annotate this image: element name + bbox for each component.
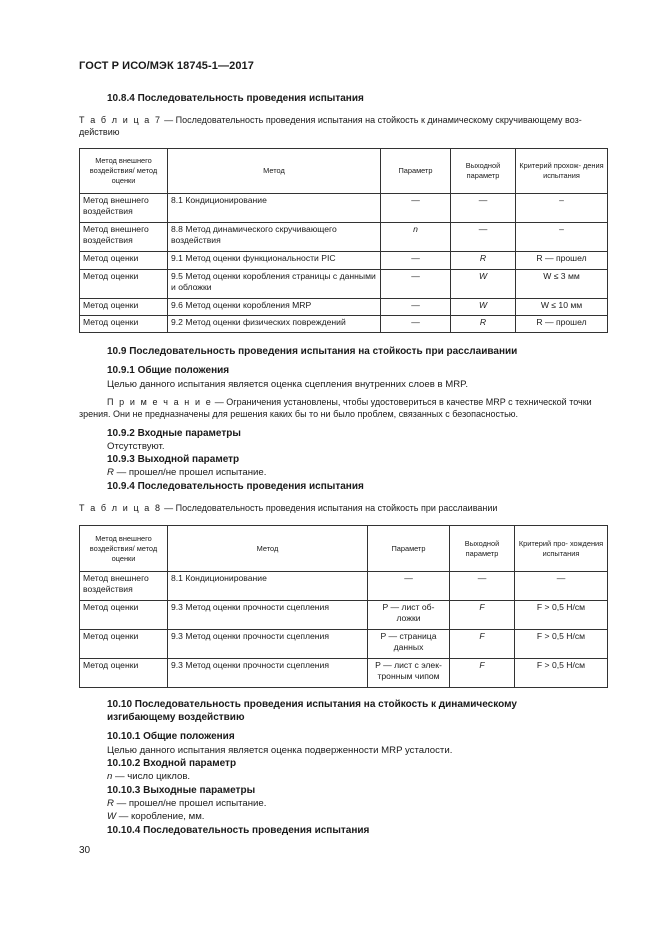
table7-header-cell: Выходной параметр <box>451 149 516 194</box>
table7-caption-text: — Последовательность проведения испытания на стойкость к динамическому скручивающему воз- <box>161 115 582 125</box>
table-cell: — <box>450 572 515 601</box>
table-row <box>80 223 608 252</box>
table-cell: 9.3 Метод оценки прочности сцепления <box>168 601 368 630</box>
table7-caption-line2: действию <box>79 127 120 137</box>
table7-header-cell: Параметр <box>381 149 451 194</box>
table-cell: P — лист с элек- тронным чипом <box>368 659 450 688</box>
symbol-r: R <box>479 317 487 327</box>
table-row <box>80 572 608 601</box>
table-row <box>80 299 608 316</box>
table-cell: R — прошел <box>516 252 608 270</box>
note-line2: зрения. Они не предназначены для решения каких бы то ни было проблем, связанных с безопасностью. <box>79 409 519 419</box>
table-cell: — <box>451 194 516 223</box>
table8-header-cell: Параметр <box>368 526 450 572</box>
table7-header-cell: Метод внешнего воздействия/ метод оценки <box>80 149 168 194</box>
table-row <box>80 194 608 223</box>
section-10-10-3-title: 10.10.3 Выходные параметры <box>107 785 256 796</box>
table-cell: – <box>516 223 608 252</box>
section-10-9-1-title: 10.9.1 Общие положения <box>107 365 230 376</box>
table-cell: 9.6 Метод оценки коробления MRP <box>168 299 381 316</box>
section-10-8-4-title: 10.8.4 Последовательность проведения испытания <box>107 93 364 104</box>
symbol-f: F <box>479 660 485 670</box>
note-text: — Ограничения установлены, чтобы удостовериться в качестве MRP с технической точки <box>212 397 592 407</box>
section-10-10-3-text1 <box>107 798 266 809</box>
table-cell: Метод внешнего воздействия <box>80 223 168 252</box>
section-10-10-2-title: 10.10.2 Входной параметр <box>107 758 237 769</box>
table-cell: 9.5 Метод оценки коробления страницы с данными и обложки <box>168 270 381 299</box>
table-cell: 8.8 Метод динамического скручивающего воздействия <box>168 223 381 252</box>
section-10-9-2-title: 10.9.2 Входные параметры <box>107 428 241 439</box>
table-cell: — <box>381 316 451 333</box>
table-row <box>80 601 608 630</box>
table-cell: — <box>451 223 516 252</box>
table-cell: 9.1 Метод оценки функциональности PIC <box>168 252 381 270</box>
symbol-r: R <box>479 253 487 263</box>
table8-header-cell: Критерий про- хождения испытания <box>515 526 608 572</box>
table-cell: 9.3 Метод оценки прочности сцепления <box>168 630 368 659</box>
table-cell: P — страница данных <box>368 630 450 659</box>
symbol-r: R <box>107 798 114 809</box>
table-cell: W ≤ 10 мм <box>516 299 608 316</box>
table-cell: — <box>381 270 451 299</box>
table-7 <box>79 148 608 333</box>
table-cell: F > 0,5 Н/см <box>515 601 608 630</box>
section-10-10-title: 10.10 Последовательность проведения испытания на стойкость к динамическому <box>107 699 517 710</box>
symbol-w: W <box>107 811 117 822</box>
table-cell: — <box>381 299 451 316</box>
page-number: 30 <box>79 845 91 856</box>
table-cell: R — прошел <box>516 316 608 333</box>
section-10-9-3-title: 10.9.3 Выходной параметр <box>107 454 240 465</box>
table-cell: Метод оценки <box>80 659 168 688</box>
table7-caption <box>79 115 582 125</box>
symbol-r: R <box>107 467 114 478</box>
definition-text: — коробление, мм. <box>116 811 205 822</box>
table-cell: 9.2 Метод оценки физических повреждений <box>168 316 381 333</box>
table-row <box>80 252 608 270</box>
table8-header-cell: Выходной параметр <box>450 526 515 572</box>
section-10-10-title-line2: изгибающему воздействию <box>107 712 245 723</box>
table8-caption <box>79 503 497 513</box>
note-line1 <box>107 397 592 407</box>
section-10-9-title: 10.9 Последовательность проведения испытания на стойкость при расслаивании <box>107 346 518 357</box>
table7-header-row <box>80 149 608 194</box>
section-10-9-2-text: Отсутствуют. <box>107 441 165 452</box>
definition-text: — прошел/не прошел испытание. <box>113 798 267 809</box>
table7-label: Т а б л и ц а 7 <box>79 115 162 125</box>
symbol-w: W <box>478 271 488 281</box>
table-cell <box>451 299 516 316</box>
table7-header-cell: Метод <box>168 149 381 194</box>
table-cell <box>450 659 515 688</box>
section-10-10-1-title: 10.10.1 Общие положения <box>107 731 235 742</box>
table7-header-cell: Критерий прохож- дения испытания <box>516 149 608 194</box>
table8-header-cell: Метод <box>168 526 368 572</box>
table-cell: — <box>515 572 608 601</box>
table-cell <box>450 630 515 659</box>
table-cell <box>451 270 516 299</box>
table-cell: 9.3 Метод оценки прочности сцепления <box>168 659 368 688</box>
symbol-f: F <box>479 602 485 612</box>
table8-caption-text: — Последовательность проведения испытания на стойкость при расслаивании <box>161 503 498 513</box>
table-cell: – <box>516 194 608 223</box>
symbol-n: n <box>107 771 113 782</box>
definition-text: — прошел/не прошел испытание. <box>113 467 267 478</box>
table-cell <box>381 223 451 252</box>
table-cell: 8.1 Кондиционирование <box>168 194 381 223</box>
table-cell: — <box>368 572 450 601</box>
section-10-9-3-text <box>107 467 266 478</box>
section-10-9-1-text: Целью данного испытания является оценка сцепления внутренних слоев в MRP. <box>107 379 468 390</box>
symbol-w: W <box>478 300 488 310</box>
table-cell <box>451 316 516 333</box>
symbol-f: F <box>479 631 485 641</box>
table-cell: Метод внешнего воздействия <box>80 194 168 223</box>
table-row <box>80 316 608 333</box>
document-header: ГОСТ Р ИСО/МЭК 18745-1—2017 <box>79 60 254 72</box>
table8-label: Т а б л и ц а 8 <box>79 503 162 513</box>
table-cell <box>450 601 515 630</box>
table-cell: Метод оценки <box>80 630 168 659</box>
table-cell: F > 0,5 Н/см <box>515 659 608 688</box>
table-cell: W ≤ 3 мм <box>516 270 608 299</box>
table-cell: 8.1 Кондиционирование <box>168 572 368 601</box>
table-cell: — <box>381 252 451 270</box>
table-cell: Метод оценки <box>80 316 168 333</box>
table-cell: Метод внешнего воздействия <box>80 572 168 601</box>
section-10-10-3-text2 <box>107 811 204 822</box>
table-row <box>80 270 608 299</box>
table-cell: P — лист об- ложки <box>368 601 450 630</box>
table-row <box>80 659 608 688</box>
table-cell: Метод оценки <box>80 270 168 299</box>
note-label: П р и м е ч а н и е <box>107 397 213 407</box>
section-10-9-4-title: 10.9.4 Последовательность проведения испытания <box>107 481 364 492</box>
definition-text: — число циклов. <box>112 771 191 782</box>
table-cell: Метод оценки <box>80 252 168 270</box>
section-10-10-1-text: Целью данного испытания является оценка подверженности MRP усталости. <box>107 745 453 756</box>
section-10-10-4-title: 10.10.4 Последовательность проведения испытания <box>107 825 370 836</box>
table-cell: Метод оценки <box>80 601 168 630</box>
table-cell: F > 0,5 Н/см <box>515 630 608 659</box>
table8-header-cell: Метод внешнего воздействия/ метод оценки <box>80 526 168 572</box>
table8-header-row <box>80 526 608 572</box>
table-8 <box>79 525 608 688</box>
section-10-10-2-text <box>107 771 190 782</box>
table-cell: — <box>381 194 451 223</box>
symbol-n: n <box>413 224 418 234</box>
table-row <box>80 630 608 659</box>
table-cell: Метод оценки <box>80 299 168 316</box>
table-cell <box>451 252 516 270</box>
